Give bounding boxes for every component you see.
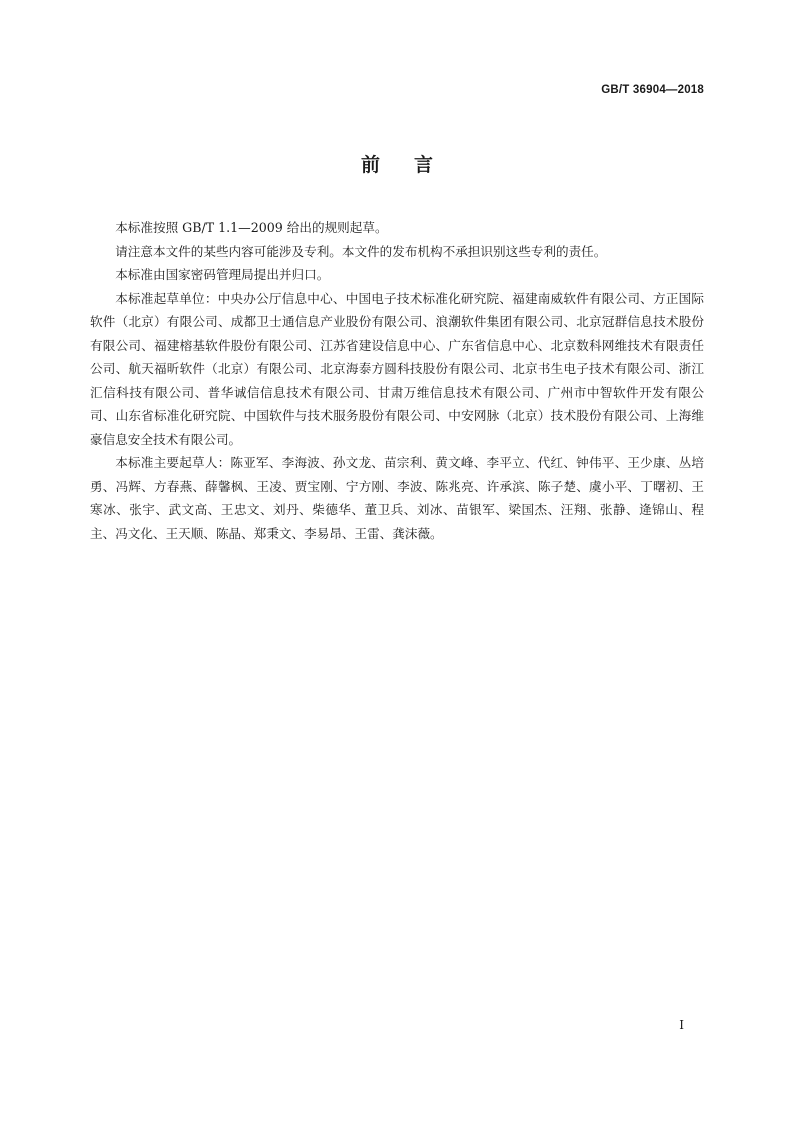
page-title: 前言	[360, 154, 467, 176]
document-body	[90, 216, 704, 545]
paragraph-drafting-units: 本标准起草单位：中央办公厅信息中心、中国电子技术标准化研究院、福建南威软件有限公司、方正国际软件（北京）有限公司、成都卫士通信息产业股份有限公司、浪潮软件集团有限公司、北京冠群信息技术股份有限公司、福建榕基软件股份有限公司、江苏省建设信息中心、广东省信息中心、北京数科网维技术有限责任公司、航天福昕软件（北京）有限公司、北京海泰方圆科技股份有限公司、北京书生电子技术有限公司、浙江汇信科技有限公司、普华诚信信息技术有限公司、甘肃万维信息技术有限公司、广州市中智软件开发有限公司、山东省标准化研究院、中国软件与技术服务股份有限公司、中安网脉（北京）技术股份有限公司、上海维豪信息安全技术有限公司。	[90, 290, 704, 447]
standard-code: GB/T 36904—2018	[601, 84, 704, 96]
paragraph-patent-notice: 请注意本文件的某些内容可能涉及专利。本文件的发布机构不承担识别这些专利的责任。	[115, 243, 607, 259]
paragraph-proposer: 本标准由国家密码管理局提出并归口。	[115, 267, 330, 282]
page-number: I	[679, 1018, 684, 1032]
paragraph-drafting-rules: 本标准按照 GB/T 1.1—2009 给出的规则起草。	[115, 220, 388, 235]
paragraph-drafters: 本标准主要起草人：陈亚军、李海波、孙文龙、苗宗利、黄文峰、李平立、代红、钟伟平、王少康、丛培勇、冯辉、方春燕、薛馨枫、王凌、贾宝刚、宁方刚、李波、陈兆亮、许承滨、陈子楚、虞小平、丁曙初、王寒冰、张宇、武文高、王忠文、刘丹、柴德华、董卫兵、刘冰、苗银军、梁国杰、汪翔、张静、逄锦山、程主、冯文化、王天顺、陈晶、郑秉文、李易昂、王雷、龚沫薇。	[90, 455, 704, 541]
